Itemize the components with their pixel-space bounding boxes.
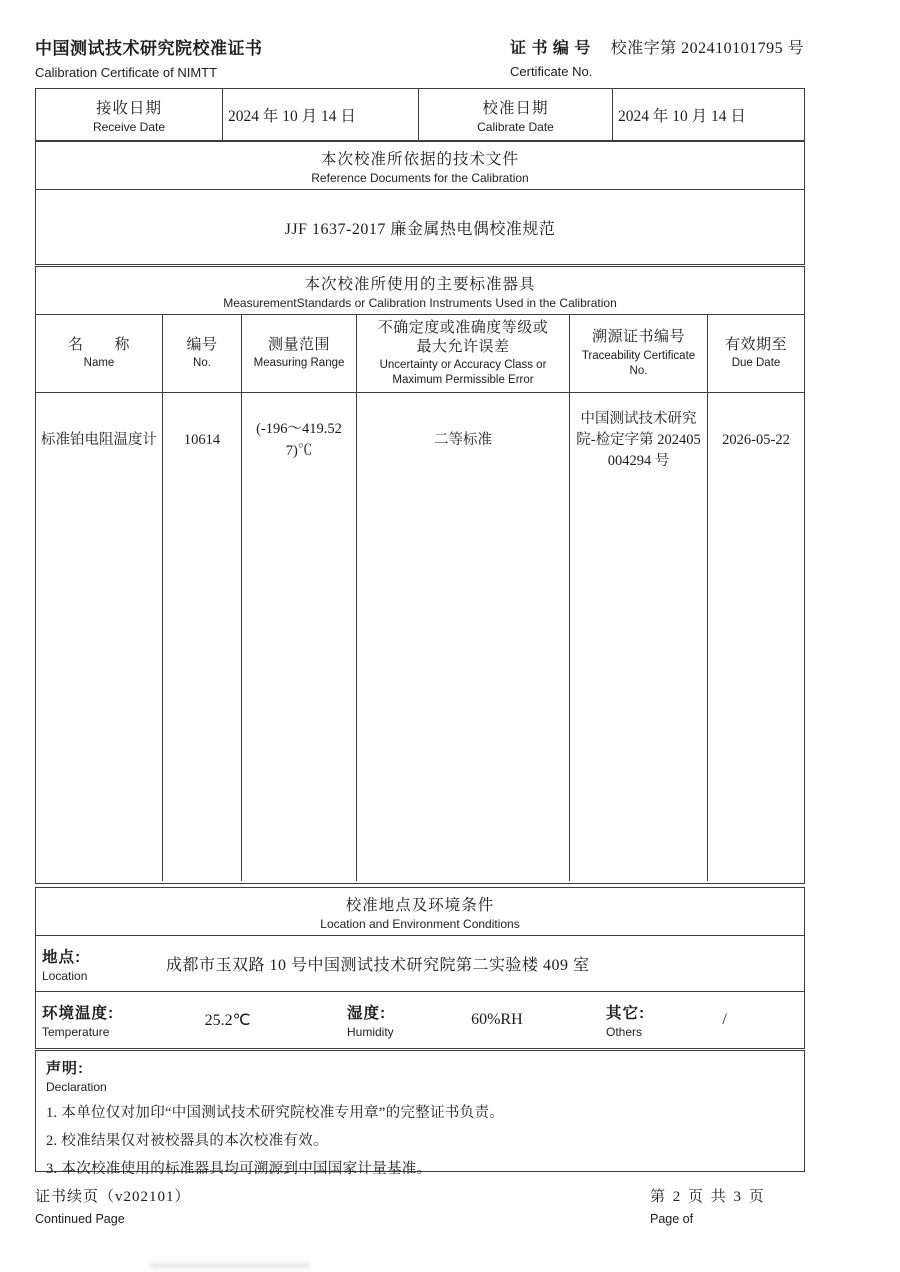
declaration-item-3: 3. 本次校准使用的标准器具均可溯源到中国国家计量基准。: [46, 1161, 432, 1177]
humidity-label-zh: 湿度:: [347, 1005, 387, 1022]
footer-right: [650, 1185, 766, 1226]
standards-header-row: [36, 315, 804, 393]
scan-smudge-artifact: [150, 1263, 310, 1268]
certificate-no-label-en: Certificate No.: [510, 63, 593, 79]
cell-traceability: 中国测试技术研究院-检定字第 202405004294 号: [576, 410, 701, 469]
col-header-no: [163, 315, 242, 392]
continued-page-en: Continued Page: [35, 1212, 125, 1226]
standards-title-cell: [36, 267, 804, 315]
calibrate-date-label-en: Calibrate Date: [477, 119, 554, 134]
temperature-label-cell: [36, 1001, 114, 1039]
col-header-range-zh: 测量范围: [267, 335, 330, 353]
receive-date-label-zh: 接收日期: [95, 99, 162, 117]
receive-date-label-en: Receive Date: [92, 119, 166, 134]
reference-document-value: JJF 1637-2017 廉金属热电偶校准规范: [284, 220, 556, 238]
calibrate-date-label-zh: 校准日期: [482, 99, 549, 117]
declaration-label-en: Declaration: [46, 1080, 107, 1094]
standards-title-zh: 本次校准所使用的主要标准器具: [304, 275, 536, 293]
page-number-en: Page of: [650, 1212, 694, 1226]
footer-left: [35, 1185, 650, 1226]
location-label-en: Location: [42, 968, 88, 983]
reference-documents-table: [35, 141, 805, 265]
standards-table: [35, 266, 805, 884]
cell-range-col: [242, 393, 357, 881]
reference-title-zh: 本次校准所依据的技术文件: [320, 150, 519, 168]
environment-row: [36, 992, 804, 1048]
declaration-box: [35, 1050, 805, 1177]
cell-range: (-196～419.527)℃: [256, 421, 342, 459]
others-value: /: [722, 1011, 727, 1028]
col-header-traceability: [570, 315, 708, 392]
col-header-due-zh: 有效期至: [724, 335, 787, 353]
page-number-zh: 第 2 页 共 3 页: [650, 1189, 766, 1205]
cell-accuracy-col: [357, 393, 570, 881]
humidity-label-cell: [341, 1001, 394, 1039]
reference-title-cell: [36, 142, 804, 190]
cell-name-col: [36, 393, 163, 881]
temperature-group: [36, 992, 341, 1048]
col-header-range: [242, 315, 357, 392]
location-label-zh: 地点:: [42, 948, 82, 966]
cell-accuracy: 二等标准: [434, 431, 492, 448]
doc-title-en: Calibration Certificate of NIMTT: [35, 64, 218, 80]
page-header: [35, 36, 805, 80]
cell-no-col: [163, 393, 242, 881]
others-label-zh: 其它:: [606, 1005, 646, 1022]
location-row: [36, 936, 804, 992]
temperature-label-en: Temperature: [42, 1025, 110, 1039]
col-header-uncertainty-zh2: 最大允许误差: [416, 337, 510, 355]
cell-no: 10614: [183, 431, 221, 448]
institute-title-block: [35, 36, 510, 80]
col-header-name-zh: 名 称: [67, 335, 130, 353]
certificate-no-line: [510, 36, 805, 62]
calibrate-date-value: 2024 年 10 月 14 日: [618, 107, 746, 125]
receive-date-label-cell: [36, 89, 223, 140]
others-label-en: Others: [606, 1025, 643, 1039]
location-env-title-cell: [36, 888, 804, 936]
calibrate-date-label-cell: [419, 89, 613, 140]
col-header-name-en: Name: [83, 357, 115, 370]
continued-page-zh: 证书续页（v202101）: [35, 1189, 191, 1205]
receive-date-value: 2024 年 10 月 14 日: [223, 89, 419, 140]
col-header-uncertainty-zh1: 不确定度或准确度等级或: [377, 318, 549, 336]
certificate-no-label-zh: 证 书 编 号: [510, 40, 591, 57]
standards-data-row: [36, 393, 804, 881]
location-env-title-en: Location and Environment Conditions: [320, 916, 520, 931]
others-label-cell: [600, 1001, 645, 1039]
declaration-item-1: 1. 本单位仅对加印“中国测试技术研究院校准专用章”的完整证书负责。: [46, 1105, 505, 1121]
humidity-value: 60%RH: [471, 1011, 523, 1028]
dates-table: [35, 88, 805, 141]
temperature-label-zh: 环境温度:: [42, 1005, 115, 1022]
cell-traceability-col: [570, 393, 708, 881]
declaration-item-2: 2. 校准结果仅对被校器具的本次校准有效。: [46, 1133, 328, 1149]
temperature-value: 25.2℃: [204, 1012, 251, 1029]
col-header-uncertainty-en: Uncertainty or Accuracy Class or Maximum Permissible Error: [379, 359, 547, 387]
certificate-no-block: [510, 36, 805, 80]
col-header-name: [36, 315, 163, 392]
col-header-traceability-en: Traceability Certificate No.: [581, 349, 696, 377]
location-value: 成都市玉双路 10 号中国测试技术研究院第二实验楼 409 室: [166, 957, 590, 974]
col-header-no-en: No.: [193, 357, 211, 370]
col-header-uncertainty: [357, 315, 570, 392]
humidity-group: [341, 992, 600, 1048]
col-header-range-en: Measuring Range: [253, 357, 345, 370]
location-env-table: [35, 887, 805, 1049]
others-group: [600, 992, 804, 1048]
humidity-label-en: Humidity: [347, 1025, 394, 1039]
location-env-title-zh: 校准地点及环境条件: [345, 896, 495, 914]
doc-title-zh: 中国测试技术研究院校准证书: [35, 39, 263, 58]
standards-title-en: MeasurementStandards or Calibration Instruments Used in the Calibration: [223, 295, 617, 310]
col-header-traceability-zh: 溯源证书编号: [591, 328, 685, 346]
cell-due: 2026-05-22: [722, 431, 790, 448]
col-header-no-zh: 编号: [186, 335, 218, 353]
cell-due-col: [708, 393, 804, 881]
cell-name: 标准铂电阻温度计: [41, 431, 157, 448]
location-label-cell: [36, 945, 158, 983]
col-header-due-en: Due Date: [731, 357, 781, 370]
declaration-label-zh: 声明:: [46, 1060, 84, 1077]
col-header-due: [708, 315, 804, 392]
reference-title-en: Reference Documents for the Calibration: [311, 170, 529, 185]
page-footer: [35, 1185, 805, 1226]
certificate-no-value: 校准字第 202410101795 号: [610, 40, 805, 57]
